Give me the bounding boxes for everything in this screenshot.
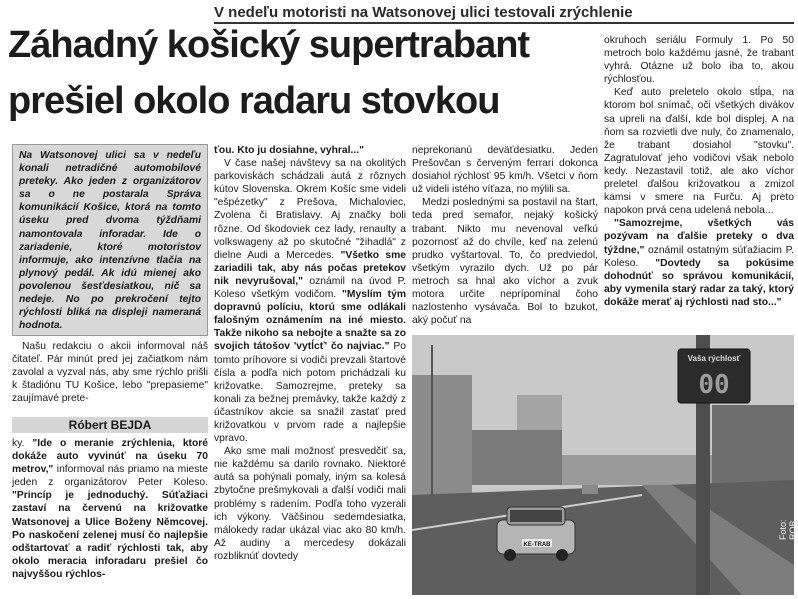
street-photo-graphic <box>412 335 794 595</box>
col4-paragraph-1: okruhoch seriálu Formuly 1. Po 50 metroch bolo každému jasné, že trabant vyhrá. Otázne už bolo iba to, akou rýchlosťou. <box>604 35 794 86</box>
col2-p2-rest: oznámil na úvod P. Koleso všetkým vodičom. <box>214 275 406 301</box>
lead-paragraph: Na Watsonovej ulici sa v nedeľu konali netradičné automobilové preteky. Ako jeden z organizátorov sa o ne postarala Správa komunikácií Košice, ktorá na tomto úseku pred dvoma týždňami namontovala inforadar. Ide o zariadenie, ktoré motoristov informuje, ako intenzívne tlačia na plynový pedál. Ak idú mienej ako povolenou šesťdesiatkou, nič sa nedeje. No po prekročení tejto rýchlosti bliká na displeji nameraná hodnota. <box>12 144 208 336</box>
headline-line-2: prešiel okolo radaru stovkou <box>8 80 500 122</box>
column-4 <box>604 34 794 309</box>
col2-p2-quote-2: "Myslím tým dopravnú políciu, ktorú sme odlákali falošným oznámením na iné miesto. Takže nikoho sa nebojte a snažte sa zo svojich tátošov 'vytĺcť' čo najviac." <box>214 289 406 353</box>
distant-trees <box>562 455 712 485</box>
street-photo <box>412 335 794 595</box>
col1-paragraph-2 <box>12 437 208 581</box>
author-byline: Róbert BEJDA <box>12 417 208 433</box>
photo-credit: Foto: ROB <box>778 519 798 540</box>
car-rear-window <box>510 510 562 522</box>
col4-paragraph-2: Keď auto preletelo okolo stĺpa, na ktorom bol snímač, oči všetkých divákov sa upreli na ďalší, kde bol displej. A na ňom sa rozvietli dve nuly, čo znamenalo, že trabant dosiahol "stovku". Zagratulovať jeho vodičovi však nebolo kedy. Nezastavil totiž, ale ako víchor preletel ďalšou križovatkou a zmizol kamsi v smere na Furču. Aj preto napokon prvá cena udelená nebola... <box>604 87 794 217</box>
radar-label: Vaša rýchlosť <box>687 354 741 363</box>
car-wheel-left <box>504 549 516 561</box>
column-1-bottom <box>12 437 208 581</box>
headline-line-1: Záhadný košický supertrabant <box>8 24 530 66</box>
col2-paragraph-3: Ako sme mali možnosť presvedčiť sa, nie každému sa darilo rovnako. Niektoré autá sa pohýnali pomaly, iným sa kolesá zbytočne prešmykovali a ďalší vodiči mali problémy s radením. Podľa toho vyzerali ich výkony. Väčšinou sedemdesiatka, málokedy radar ukázal viac ako 80 km/h. Až audiny a mercedesy dokázali rozbliknúť dovtedy <box>214 446 406 562</box>
building-left <box>412 375 472 495</box>
column-3 <box>412 144 598 327</box>
col2-p2-quote: "Všetko sme zariadili tak, aby nás počas pretekov nik nevyrušoval," <box>214 249 406 287</box>
kicker-line: V nedeľu motoristi na Watsonovej ulici testovali zrýchlenie <box>214 4 794 24</box>
col2-p2-text: V čase našej návštevy sa na okolitých parkoviskách schádzali autá z rôznych kútov Slovenska. Okrem Košíc sme videli "ešpézetky" z Prešova, Michaloviec, Zvolena či Bratislavy. Aj značky boli rôzne. Od škodoviek cez lady, renaulty a volkswageny až po skutočné "žihadlá" z dielne Audi a Mercedes. <box>214 158 406 261</box>
col1-p2-lead: ky. <box>12 438 25 449</box>
col4-p3-rest: oznámil ostatným súťažiacim P. Koleso. <box>604 244 794 269</box>
col3-paragraph-2: Medzi poslednými sa postavil na štart, teda pred semafor, nejaký košický trabant. Nikto mu nevenoval veľkú pozornosť až do chvíle, keď na zelenú prudko vyštartoval. To, čo predviedol, všetkým vyrazilo dych. Už po pár metroch sa hnal ako víchor a zvuk motora určite neprípomínal čoho nazlostenho vysávača. Bol to bzukot, aký počuť na <box>412 197 598 327</box>
col2-paragraph-1 <box>214 144 406 157</box>
col2-p1-quote: ťou. Kto ju dosiahne, vyhral..." <box>214 145 364 156</box>
column-2 <box>214 144 406 563</box>
col4-p3-quote: "Samozrejme, všetkých vás pozývam na ďalšie preteky o dva týždne," <box>604 218 794 256</box>
col2-paragraph-2 <box>214 157 406 445</box>
distant-car <box>582 485 598 494</box>
col2-p2-rest-2: Po tomto príhovore si vodiči prevzali štartové čísla a podľa nich potom prichádzali ku križovatke. Samozrejme, preteky sa konali za bežnej premávky, takže každý z účastníkov akcie sa snažil zastať pred križovatkou v prvom rade a najlepšie vpravo. <box>214 341 406 445</box>
col4-paragraph-3 <box>604 217 794 309</box>
col1-p2-rest: informoval nás priamo na mieste jeden z organizátorov Peter Koleso. <box>12 464 208 489</box>
col3-paragraph-1: neprekonanú deväťdesiatku. Jeden Prešovčan s červeným ferrari dokonca dosiahol rýchlosť 95 km/h. Všetci v ňom už videli istého víťaza, no mýlili sa. <box>412 145 598 196</box>
car-wheel-right <box>556 549 568 561</box>
trabant-car <box>497 507 575 561</box>
col1-paragraph-1: Našu redakciu o akcii informoval náš čitateľ. Pár minút pred jej začiatkom nám zavolal a vyzval nás, aby sme rýchlo prišli k štadiónu TU Košice, lebo "prepasieme" zaujímavé prete- <box>12 341 208 405</box>
col1-p2-quote-2: "Princíp je jednoduchý. Súťažiaci zastaví na červenú na križovatke Watsonovej a Ulice Boženy Němcovej. Po naskočení zelenej musí čo najlepšie odštartovať a radiť rýchlosti tak, aby okolo meracia inforadaru prešiel čo najvyššou rýchlos- <box>12 490 208 580</box>
col1-p2-quote: "Ide o meranie zrýchlenia, ktoré dokáže auto vyvinúť na úseku 70 metrov," <box>12 438 208 476</box>
building-low <box>472 430 562 485</box>
car-plate-text: KE-TRAB <box>523 542 551 548</box>
column-1-top <box>12 340 208 405</box>
radar-value: 00 <box>698 370 730 400</box>
col4-p3-quote-2: "Dovtedy sa pokúsime dohodnúť so správou komunikácií, aby vymenila starý radar za taký, ktorý dokáže merať aj rýchlosti nad sto..." <box>604 257 794 308</box>
